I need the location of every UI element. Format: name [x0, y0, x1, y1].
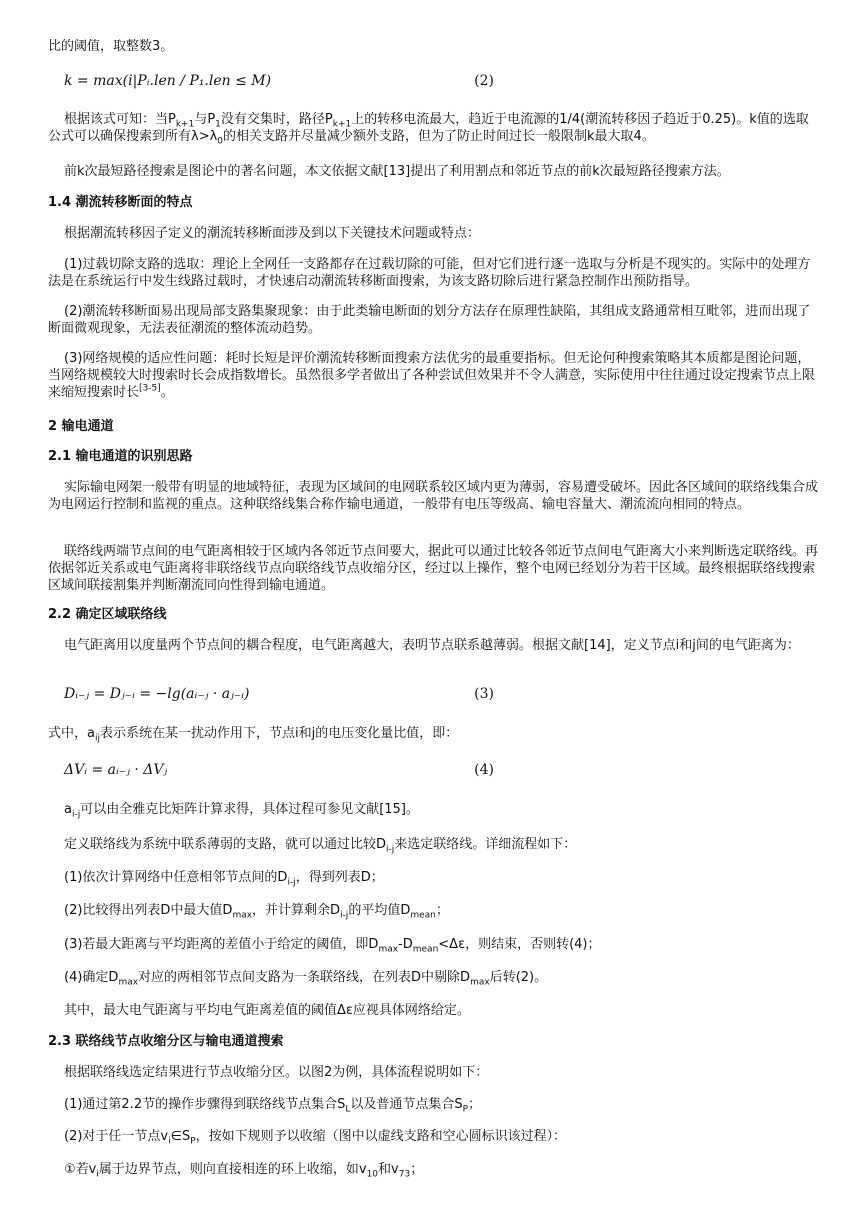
section-heading: 1.4 潮流转移断面的特点 [48, 195, 193, 210]
equation-2 [64, 73, 494, 95]
equation-formula: ΔVᵢ = aᵢ₋ⱼ · ΔVⱼ [64, 762, 168, 778]
list-item: (1)依次计算网络中任意相邻节点间的$D_{i-j}$，得到列表D； [64, 870, 384, 888]
list-item: (3)若最大距离与平均距离的差值小于给定的阈值，即$D_{max}-D_{mean}<\Delta\varepsilon$，则结束，否则转(4)； [64, 937, 601, 955]
paragraph: 定义联络线为系统中联系薄弱的支路，就可以通过比较$D_{i-j}$来选定联络线。详细流程如下： [64, 837, 577, 855]
paragraph: 实际输电网架一般带有明显的地域特征，表现为区域间的电网联系较区域内更为薄弱，容易遭受破坏。因此各区域间的联络线集合成为电网运行控制和监视的重点。这种联络线集合称作输电通道，一般带有电压等级高、输电容量大、潮流流向相同的特点。 [48, 480, 819, 512]
section-heading: 2.1 输电通道的识别思路 [48, 449, 193, 464]
paragraph: 比的阈值，取整数3。 [48, 39, 174, 54]
paragraph: (3)网络规模的适应性问题：耗时长短是评价潮流转移断面搜索方法优劣的最重要指标。但无论何种搜索策略其本质都是图论问题，当网络规模较大时搜索时长会成指数增长。虽然很多学者做出了各种尝试但效果并不令人满意，实际使用中往往通过设定搜索节点上限来缩短搜索时长[3-5]。 [48, 351, 816, 400]
list-item: (1)通过第2.2节的操作步骤得到联络线节点集合$S_L$以及普通节点集合$S_P$； [64, 1097, 482, 1115]
equation-formula: Dᵢ₋ⱼ = Dⱼ₋ᵢ = −lg(aᵢ₋ⱼ · aⱼ₋ᵢ) [64, 686, 250, 702]
equation-4 [64, 762, 494, 784]
section-heading: 2.3 联络线节点收缩分区与输电通道搜索 [48, 1034, 284, 1049]
paragraph: 根据该式可知：当$P_{k+1}$与$P_1$没有交集时，路径$P_{k+1}$上的转移电流最大，趋近于电流源的1/4(潮流转移因子趋近于0.25)。k值的选取公式可以确保搜索到所有$\lambda>\lambda_0$的相关支路并尽量减少额外支路，但为了防止时间过长一般限制k最大取4。 [48, 112, 809, 147]
section-heading: 2.2 确定区域联络线 [48, 607, 167, 622]
equation-number: (3) [474, 686, 494, 702]
paragraph: 电气距离用以度量两个节点间的耦合程度，电气距离越大，表明节点联系越薄弱。根据文献[14]，定义节点i和j间的电气距离为： [64, 638, 800, 653]
equation-formula: k = max(i|Pᵢ.len / P₁.len ≤ M) [64, 73, 272, 89]
paragraph: 式中，$a_{ij}$表示系统在某一扰动作用下，节点i和j的电压变化量比值，即： [48, 726, 459, 744]
paragraph: 联络线两端节点间的电气距离相较于区域内各邻近节点间要大，据此可以通过比较各邻近节点间电气距离大小来判断选定联络线。再依据邻近关系或电气距离将非联络线节点向联络线节点收缩分区，经过以上操作，整个电网已经划分为若干区域。最终根据联络线搜索区域间联接割集并判断潮流同向性得到输电通道。 [48, 544, 819, 593]
paragraph: 根据联络线选定结果进行节点收缩分区。以图2为例，具体流程说明如下： [64, 1065, 489, 1080]
list-item: (2)比较得出列表D中最大值$D_{max}$，并计算剩余$D_{i-j}$的平均值$D_{mean}$； [64, 903, 449, 921]
paragraph: 其中，最大电气距离与平均电气距离差值的阈值Δε应视具体网络给定。 [64, 1003, 470, 1018]
equation-3 [64, 686, 494, 708]
list-item: ①若$v_i$属于边界节点，则向直接相连的环上收缩，如$v_{10}$和$v_{73}$； [64, 1162, 424, 1180]
equation-number: (4) [474, 762, 494, 778]
paragraph: $a_{i-j}$可以由全雅克比矩阵计算求得，具体过程可参见文献[15]。 [64, 802, 419, 820]
paragraph: (1)过载切除支路的选取：理论上全网任一支路都存在过载切除的可能，但对它们进行逐一选取与分析是不现实的。实际中的处理方法是在系统运行中发生线路过载时，才快速启动潮流转移断面搜索，为该支路切除后进行紧急控制作出预防指导。 [48, 257, 811, 289]
paragraph: (2)潮流转移断面易出现局部支路集聚现象：由于此类输电断面的划分方法存在原理性缺陷，其组成支路通常相互毗邻，进而出现了断面微观现象，无法表征潮流的整体流动趋势。 [48, 304, 811, 336]
section-heading: 2 输电通道 [48, 419, 114, 434]
equation-number: (2) [474, 73, 494, 89]
list-item: (2)对于任一节点$v_i\in S_P$，按如下规则予以收缩（图中以虚线支路和空心圆标识该过程）： [64, 1129, 567, 1147]
paragraph: 前k次最短路径搜索是图论中的著名问题，本文依据文献[13]提出了利用割点和邻近节点的前k次最短路径搜索方法。 [64, 164, 730, 179]
list-item: (4)确定$D_{max}$对应的两相邻节点间支路为一条联络线，在列表D中剔除$D_{max}$后转(2)。 [64, 970, 548, 988]
paragraph: 根据潮流转移因子定义的潮流转移断面涉及到以下关键技术问题或特点： [64, 226, 481, 241]
